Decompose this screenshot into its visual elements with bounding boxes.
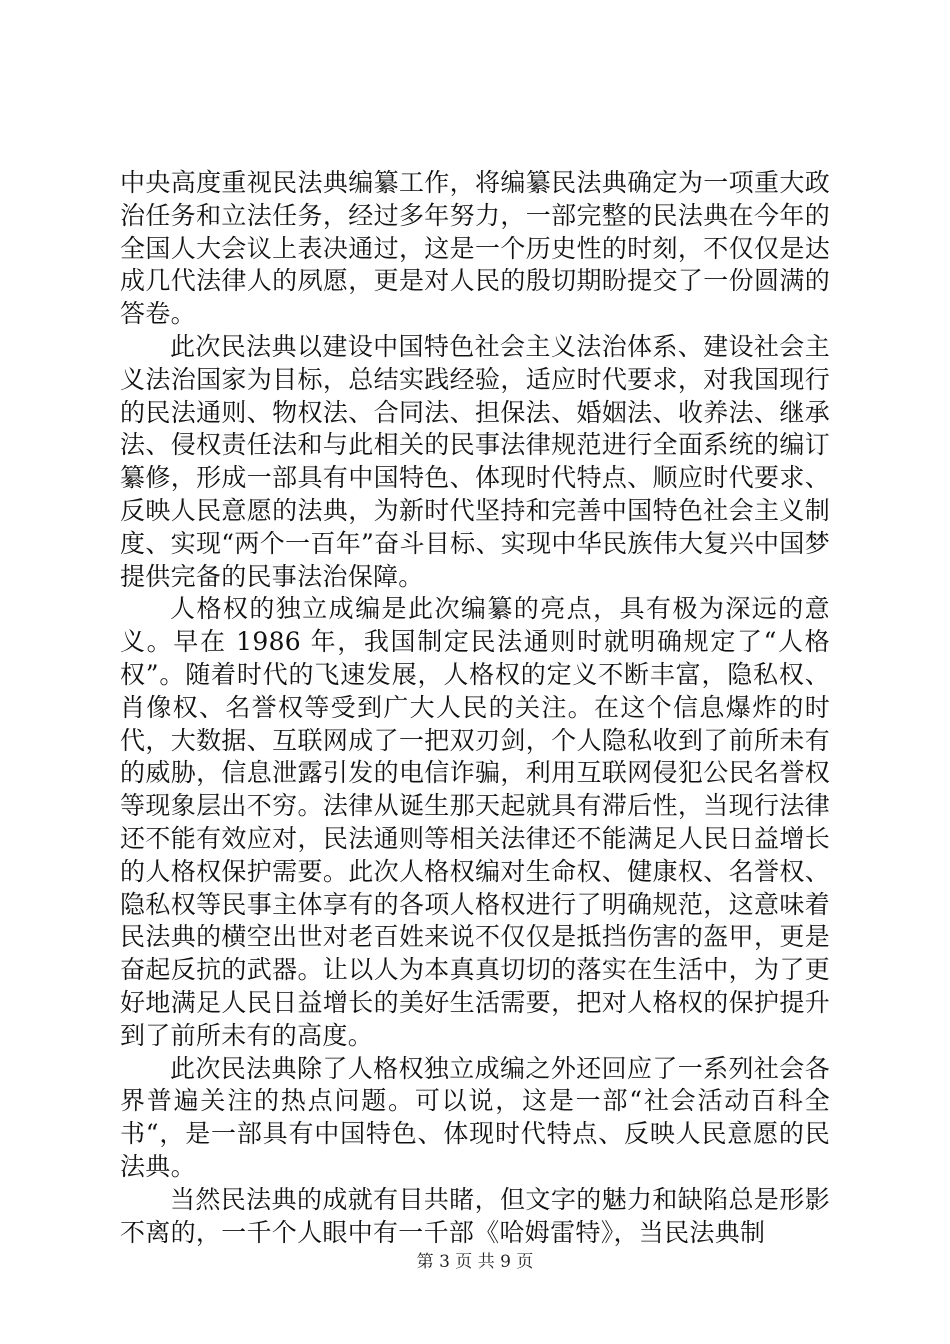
page-number-footer: 第 3 页 共 9 页	[416, 1252, 534, 1272]
paragraph-3: 人格权的独立成编是此次编纂的亮点，具有极为深远的意义。早在 1986 年，我国制定民法通则时就明确规定了“人格权”。随着时代的飞速发展，人格权的定义不断丰富，隐私权、肖像权、名誉权等受到广大人民的关注。在这个信息爆炸的时代，大数据、互联网成了一把双刃剑，个人隐私收到了前所未有的威胁，信息泄露引发的电信诈骗，利用互联网侵犯公民名誉权等现象层出不穷。法律从诞生那天起就具有滞后性，当现行法律还不能有效应对，民法通则等相关法律还不能满足人民日益增长的人格权保护需要。此次人格权编对生命权、健康权、名誉权、隐私权等民事主体享有的各项人格权进行了明确规范，这意味着民法典的横空出世对老百姓来说不仅仅是抵挡伤害的盔甲，更是奋起反抗的武器。让以人为本真真切切的落实在生活中，为了更好地满足人民日益增长的美好生活需要，把对人格权的保护提升到了前所未有的高度。	[120, 594, 830, 1050]
document-body	[120, 167, 830, 1249]
paragraph-1: 中央高度重视民法典编纂工作，将编纂民法典确定为一项重大政治任务和立法任务，经过多年努力，一部完整的民法典在今年的全国人大会议上表决通过，这是一个历史性的时刻，不仅仅是达成几代法律人的夙愿，更是对人民的殷切期盼提交了一份圆满的答卷。	[120, 168, 830, 329]
paragraph-4: 此次民法典除了人格权独立成编之外还回应了一系列社会各界普遍关注的热点问题。可以说，这是一部“社会活动百科全书“，是一部具有中国特色、体现时代特点、反映人民意愿的民法典。	[120, 1053, 830, 1181]
paragraph-5: 当然民法典的成就有目共睹，但文字的魅力和缺陷总是形影不离的，一千个人眼中有一千部《哈姆雷特》，当民法典制	[120, 1184, 830, 1247]
paragraph-2: 此次民法典以建设中国特色社会主义法治体系、建设社会主义法治国家为目标，总结实践经验，适应时代要求，对我国现行的民法通则、物权法、合同法、担保法、婚姻法、收养法、继承法、侵权责任法和与此相关的民事法律规范进行全面系统的编订纂修，形成一部具有中国特色、体现时代特点、顺应时代要求、反映人民意愿的法典，为新时代坚持和完善中国特色社会主义制度、实现“两个一百年”奋斗目标、实现中华民族伟大复兴中国梦提供完备的民事法治保障。	[120, 331, 830, 591]
